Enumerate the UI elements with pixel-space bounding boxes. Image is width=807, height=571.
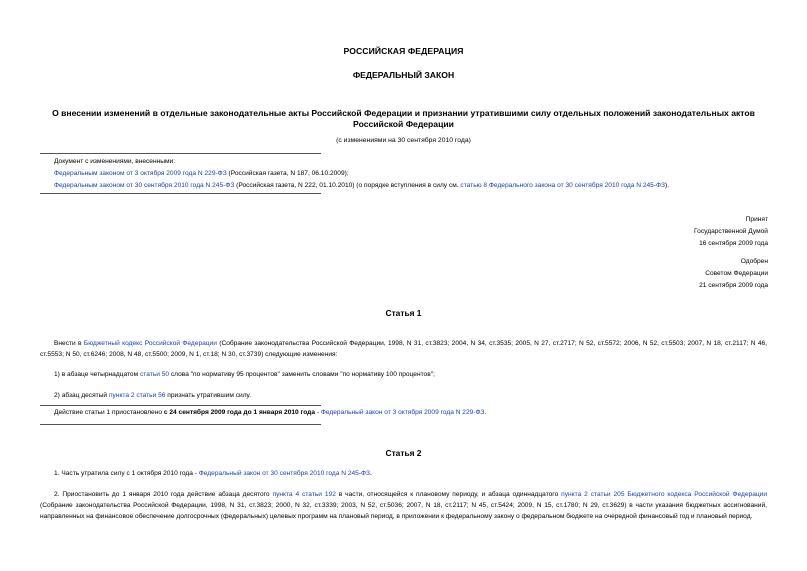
link-law-229[interactable]: Федеральным законом от 3 октября 2009 года N 229-ФЗ xyxy=(54,170,227,177)
law-subject-title: О внесении изменений в отдельные законодательные акты Российской Федерации и признании утратившими силу отдельных положений законодательных актов Российской Федерации xyxy=(52,108,755,129)
divider-top xyxy=(40,153,321,154)
suspension-note xyxy=(54,407,784,419)
changes-line-2 xyxy=(54,180,784,192)
approved-date: 21 сентября 2009 года xyxy=(699,282,768,289)
link-budget-code[interactable]: Бюджетный кодекс Российской Федерации xyxy=(83,340,217,347)
adopted-by: Государственной Думой xyxy=(694,228,768,235)
article-1-paragraph-1 xyxy=(40,338,767,360)
a1p3-text-b: признать утратившим силу. xyxy=(165,392,252,399)
a2p2-text-b: в части, относящейся к плановому периоду, и абзаца одиннадцатого xyxy=(335,491,562,498)
a1p1-text-b: (Собрание законодательства Российской Федерации, 1998, N 31, ст.3823; 2004, N 34, ст.3535; 2005, N 27, ст.2717; N 52, ст.5572; 2006, N 52, ст.5503; 2007, N 18, ст.2117; N 46, ст.5553; N 50, ст.6246; 2008, N 48, ст.5500; 2009, N 1, ст.18; N 30, ст.3739) следующие изменения: xyxy=(40,340,767,358)
suspend-dash: - xyxy=(315,409,321,416)
changes-line-1 xyxy=(54,168,784,180)
a2p2-text-c: (Собрание законодательства Российской Федерации, 1998, N 31, ст.3823; 2000, N 32, ст.3339; 2003, N 52, ст.5036; 2007, N 18, ст.2117; N 45, ст.5424; 2009, N 15, ст.1780; N 29, ст.3629) в части указания бюджетных ассигнований, направленных на финансовое обеспечение долгосрочных (федеральных) целевых программ на плановый период, в приложении к федеральному закону о федеральном бюджете на очередной финансовый год и плановый период. xyxy=(40,502,767,520)
article-1-heading: Статья 1 xyxy=(385,308,422,318)
a1p2-text-b: слова "по нормативу 95 процентов" заменить словами "по нормативу 100 процентов"; xyxy=(169,371,435,378)
approved-label: Одобрен xyxy=(740,258,768,265)
a2p2-text-a: 2. Приостановить до 1 января 2010 года действие абзаца десятого xyxy=(54,491,273,498)
adopted-block xyxy=(694,214,768,250)
link-article-8-law-245[interactable]: статью 8 Федерального закона от 30 сентября 2010 года N 245-ФЗ xyxy=(460,182,666,189)
article-1-paragraph-3 xyxy=(40,390,767,401)
link-law-229-suspend[interactable]: Федеральный закон от 3 октября 2009 года N 229-ФЗ xyxy=(320,409,485,416)
link-item-4-article-192[interactable]: пункта 4 статьи 192 xyxy=(272,491,336,498)
a1p3-text-a: 2) абзац десятый xyxy=(54,392,109,399)
country-title: РОССИЙСКАЯ ФЕДЕРАЦИЯ xyxy=(343,46,464,56)
link-article-50[interactable]: статьи 50 xyxy=(139,371,170,378)
article-1-paragraph-2 xyxy=(40,369,767,380)
changes-line-2-text: (Российская газета, N 222, 01.10.2010) (о порядке вступления в силу см. xyxy=(234,182,461,189)
link-law-245-art2[interactable]: Федеральный закон от 30 сентября 2010 года N 245-ФЗ xyxy=(198,470,371,477)
article-2-paragraph-2 xyxy=(40,489,767,522)
adopted-label: Принят xyxy=(745,216,768,223)
suspend-text-a: Действие статьи 1 приостановлено xyxy=(54,409,164,416)
adopted-date: 16 сентября 2009 года xyxy=(699,240,768,247)
divider-suspend-top xyxy=(40,405,321,406)
a2p1-end: . xyxy=(370,470,372,477)
a1p2-text-a: 1) в абзаце четырнадцатом xyxy=(54,371,140,378)
amended-note: (с изменениями на 30 сентября 2010 года) xyxy=(336,137,471,144)
approved-by: Советом Федерации xyxy=(705,270,768,277)
link-item-2-article-205[interactable]: пункта 2 статьи 205 Бюджетного кодекса Российской Федерации xyxy=(561,491,768,498)
a2p1-text-a: 1. Часть утратила силу с 1 октября 2010 года - xyxy=(54,470,199,477)
link-law-245[interactable]: Федеральным законом от 30 сентября 2010 года N 245-ФЗ xyxy=(54,182,235,189)
suspend-end: . xyxy=(484,409,487,416)
approved-block xyxy=(699,256,768,292)
changes-line-2-end: ). xyxy=(665,182,670,189)
divider-bottom xyxy=(40,193,321,194)
divider-suspend-bottom xyxy=(40,424,321,425)
changes-line-1-text: (Российская газета, N 187, 06.10.2009); xyxy=(226,170,349,177)
a1p1-text-a: Внести в xyxy=(54,340,84,347)
article-2-paragraph-1 xyxy=(40,468,767,479)
changes-intro: Документ с изменениями, внесенными: xyxy=(54,158,176,165)
suspend-period: с 24 сентября 2009 года до 1 января 2010 года xyxy=(163,409,315,416)
changes-box xyxy=(54,156,784,192)
law-type-title: ФЕДЕРАЛЬНЫЙ ЗАКОН xyxy=(352,70,455,80)
article-2-heading: Статья 2 xyxy=(385,448,422,458)
link-item-2-article-56[interactable]: пункта 2 статьи 56 xyxy=(108,392,166,399)
